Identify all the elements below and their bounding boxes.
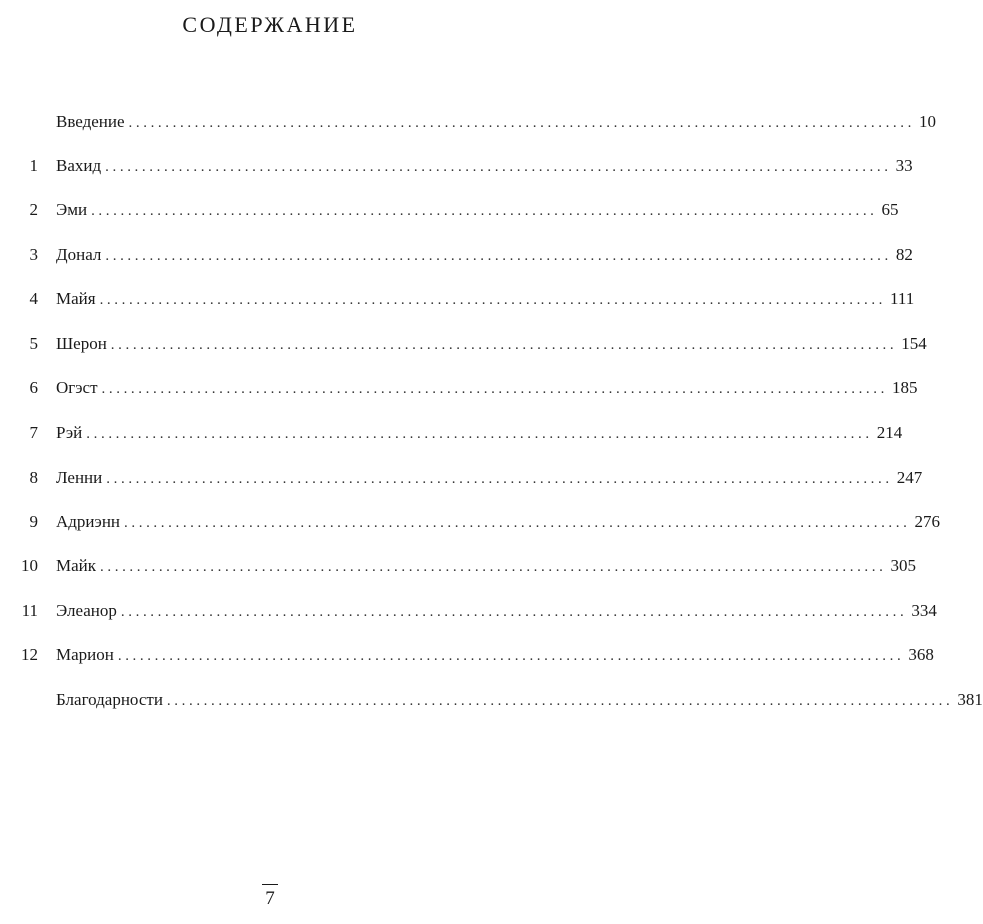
- toc-chapter-number: 2: [29, 200, 38, 219]
- toc-chapter-title: Шерон: [56, 334, 107, 353]
- toc-entry: [56, 108, 936, 137]
- toc-chapter-title: Марион: [56, 645, 114, 664]
- toc-chapter-number: 6: [29, 378, 38, 397]
- page-number-rule: [262, 884, 278, 885]
- toc-chapter-title: Огэст: [56, 378, 98, 397]
- toc-dot-leader: ...........................................................................................................: [91, 203, 878, 219]
- toc-row-chapter-8: [0, 464, 923, 492]
- toc-chapter-number: 8: [29, 468, 38, 487]
- toc-entry: [56, 641, 934, 670]
- toc-chapter-title: Рэй: [56, 423, 83, 442]
- toc-chapter-number: 3: [29, 245, 38, 264]
- toc-page-number: 305: [890, 556, 916, 575]
- toc-row-chapter-7: [0, 419, 903, 447]
- toc-dot-leader: ...........................................................................................................: [101, 381, 888, 397]
- toc-dot-leader: ...........................................................................................................: [120, 604, 908, 620]
- toc-chapter-title: Адриэнн: [56, 512, 121, 531]
- toc-entry: [56, 552, 916, 581]
- toc-chapter-number: 5: [29, 334, 38, 353]
- toc-row-chapter-9: [0, 508, 940, 536]
- toc-chapter-number: 7: [29, 423, 38, 442]
- toc-page-number: 33: [895, 156, 913, 175]
- toc-chapter-number: 9: [29, 512, 38, 531]
- toc-page-number: 111: [890, 289, 915, 308]
- toc-entry: [56, 330, 927, 359]
- toc-row-chapter-5: [0, 330, 927, 358]
- toc-chapter-number: 1: [29, 156, 38, 175]
- toc-page-number: 10: [918, 112, 936, 131]
- toc-entry: [56, 152, 913, 181]
- toc-dot-leader: ...........................................................................................................: [110, 337, 898, 353]
- toc-chapter-number: 10: [21, 556, 38, 575]
- toc-page-number: 185: [891, 378, 918, 397]
- toc-dot-leader: ...........................................................................................................: [100, 559, 887, 575]
- toc-page-number: 276: [914, 512, 940, 531]
- page-title: СОДЕРЖАНИЕ: [182, 12, 358, 37]
- toc-row-chapter-3: [0, 241, 913, 269]
- toc-chapter-title: Эми: [56, 200, 88, 219]
- toc-dot-leader: ...........................................................................................................: [128, 115, 915, 131]
- toc-page-number: 368: [908, 645, 934, 664]
- toc-dot-leader: ...........................................................................................................: [166, 693, 954, 709]
- toc-entry: [56, 464, 923, 493]
- toc-dot-leader: ...........................................................................................................: [105, 248, 892, 264]
- toc-page-number: 65: [881, 200, 899, 219]
- toc-dot-leader: ...........................................................................................................: [117, 648, 905, 664]
- toc-page-number: 82: [895, 245, 913, 264]
- toc-entry: [56, 419, 903, 448]
- toc-row-chapter-6: [0, 374, 918, 402]
- toc-entry: [56, 508, 940, 537]
- toc-row-chapter-12: [0, 641, 934, 669]
- toc-chapter-title: Благодарности: [56, 690, 163, 709]
- toc-page-number: 247: [896, 468, 923, 487]
- toc-entry: [56, 196, 899, 225]
- page-number: 7: [265, 888, 275, 909]
- toc-chapter-number: 4: [29, 289, 38, 308]
- toc-chapter-title: Майя: [56, 289, 96, 308]
- toc-chapter-title: Элеанор: [56, 601, 117, 620]
- toc-dot-leader: ...........................................................................................................: [124, 515, 911, 531]
- toc-row-chapter-10: [0, 552, 916, 580]
- toc-row-acknowledgements: [0, 686, 983, 714]
- toc-chapter-title: Введение: [56, 112, 125, 131]
- toc-page-number: 381: [957, 690, 983, 709]
- toc-dot-leader: ...........................................................................................................: [86, 426, 873, 442]
- toc-row-chapter-1: [0, 152, 913, 180]
- toc-dot-leader: ...........................................................................................................: [99, 292, 887, 308]
- toc-chapter-title: Донал: [56, 245, 102, 264]
- toc-page-number: 214: [876, 423, 903, 442]
- toc-entry: [56, 374, 918, 403]
- toc-row-chapter-4: [0, 285, 915, 313]
- toc-entry: [56, 597, 937, 626]
- toc-dot-leader: ...........................................................................................................: [106, 471, 893, 487]
- toc-chapter-number: 11: [21, 601, 38, 620]
- toc-page-number: 334: [911, 601, 937, 620]
- toc-chapter-title: Ленни: [56, 468, 103, 487]
- toc-row-chapter-2: [0, 196, 899, 224]
- toc-chapter-title: Вахид: [56, 156, 102, 175]
- toc-row-introduction: [0, 108, 936, 136]
- toc-chapter-number: 12: [21, 645, 38, 664]
- toc-entry: [56, 285, 915, 314]
- toc-dot-leader: ...........................................................................................................: [105, 159, 892, 175]
- toc-row-chapter-11: [0, 597, 937, 625]
- toc-page-number: 154: [901, 334, 927, 353]
- toc-entry: [56, 686, 983, 715]
- toc-entry: [56, 241, 913, 270]
- toc-chapter-title: Майк: [56, 556, 97, 575]
